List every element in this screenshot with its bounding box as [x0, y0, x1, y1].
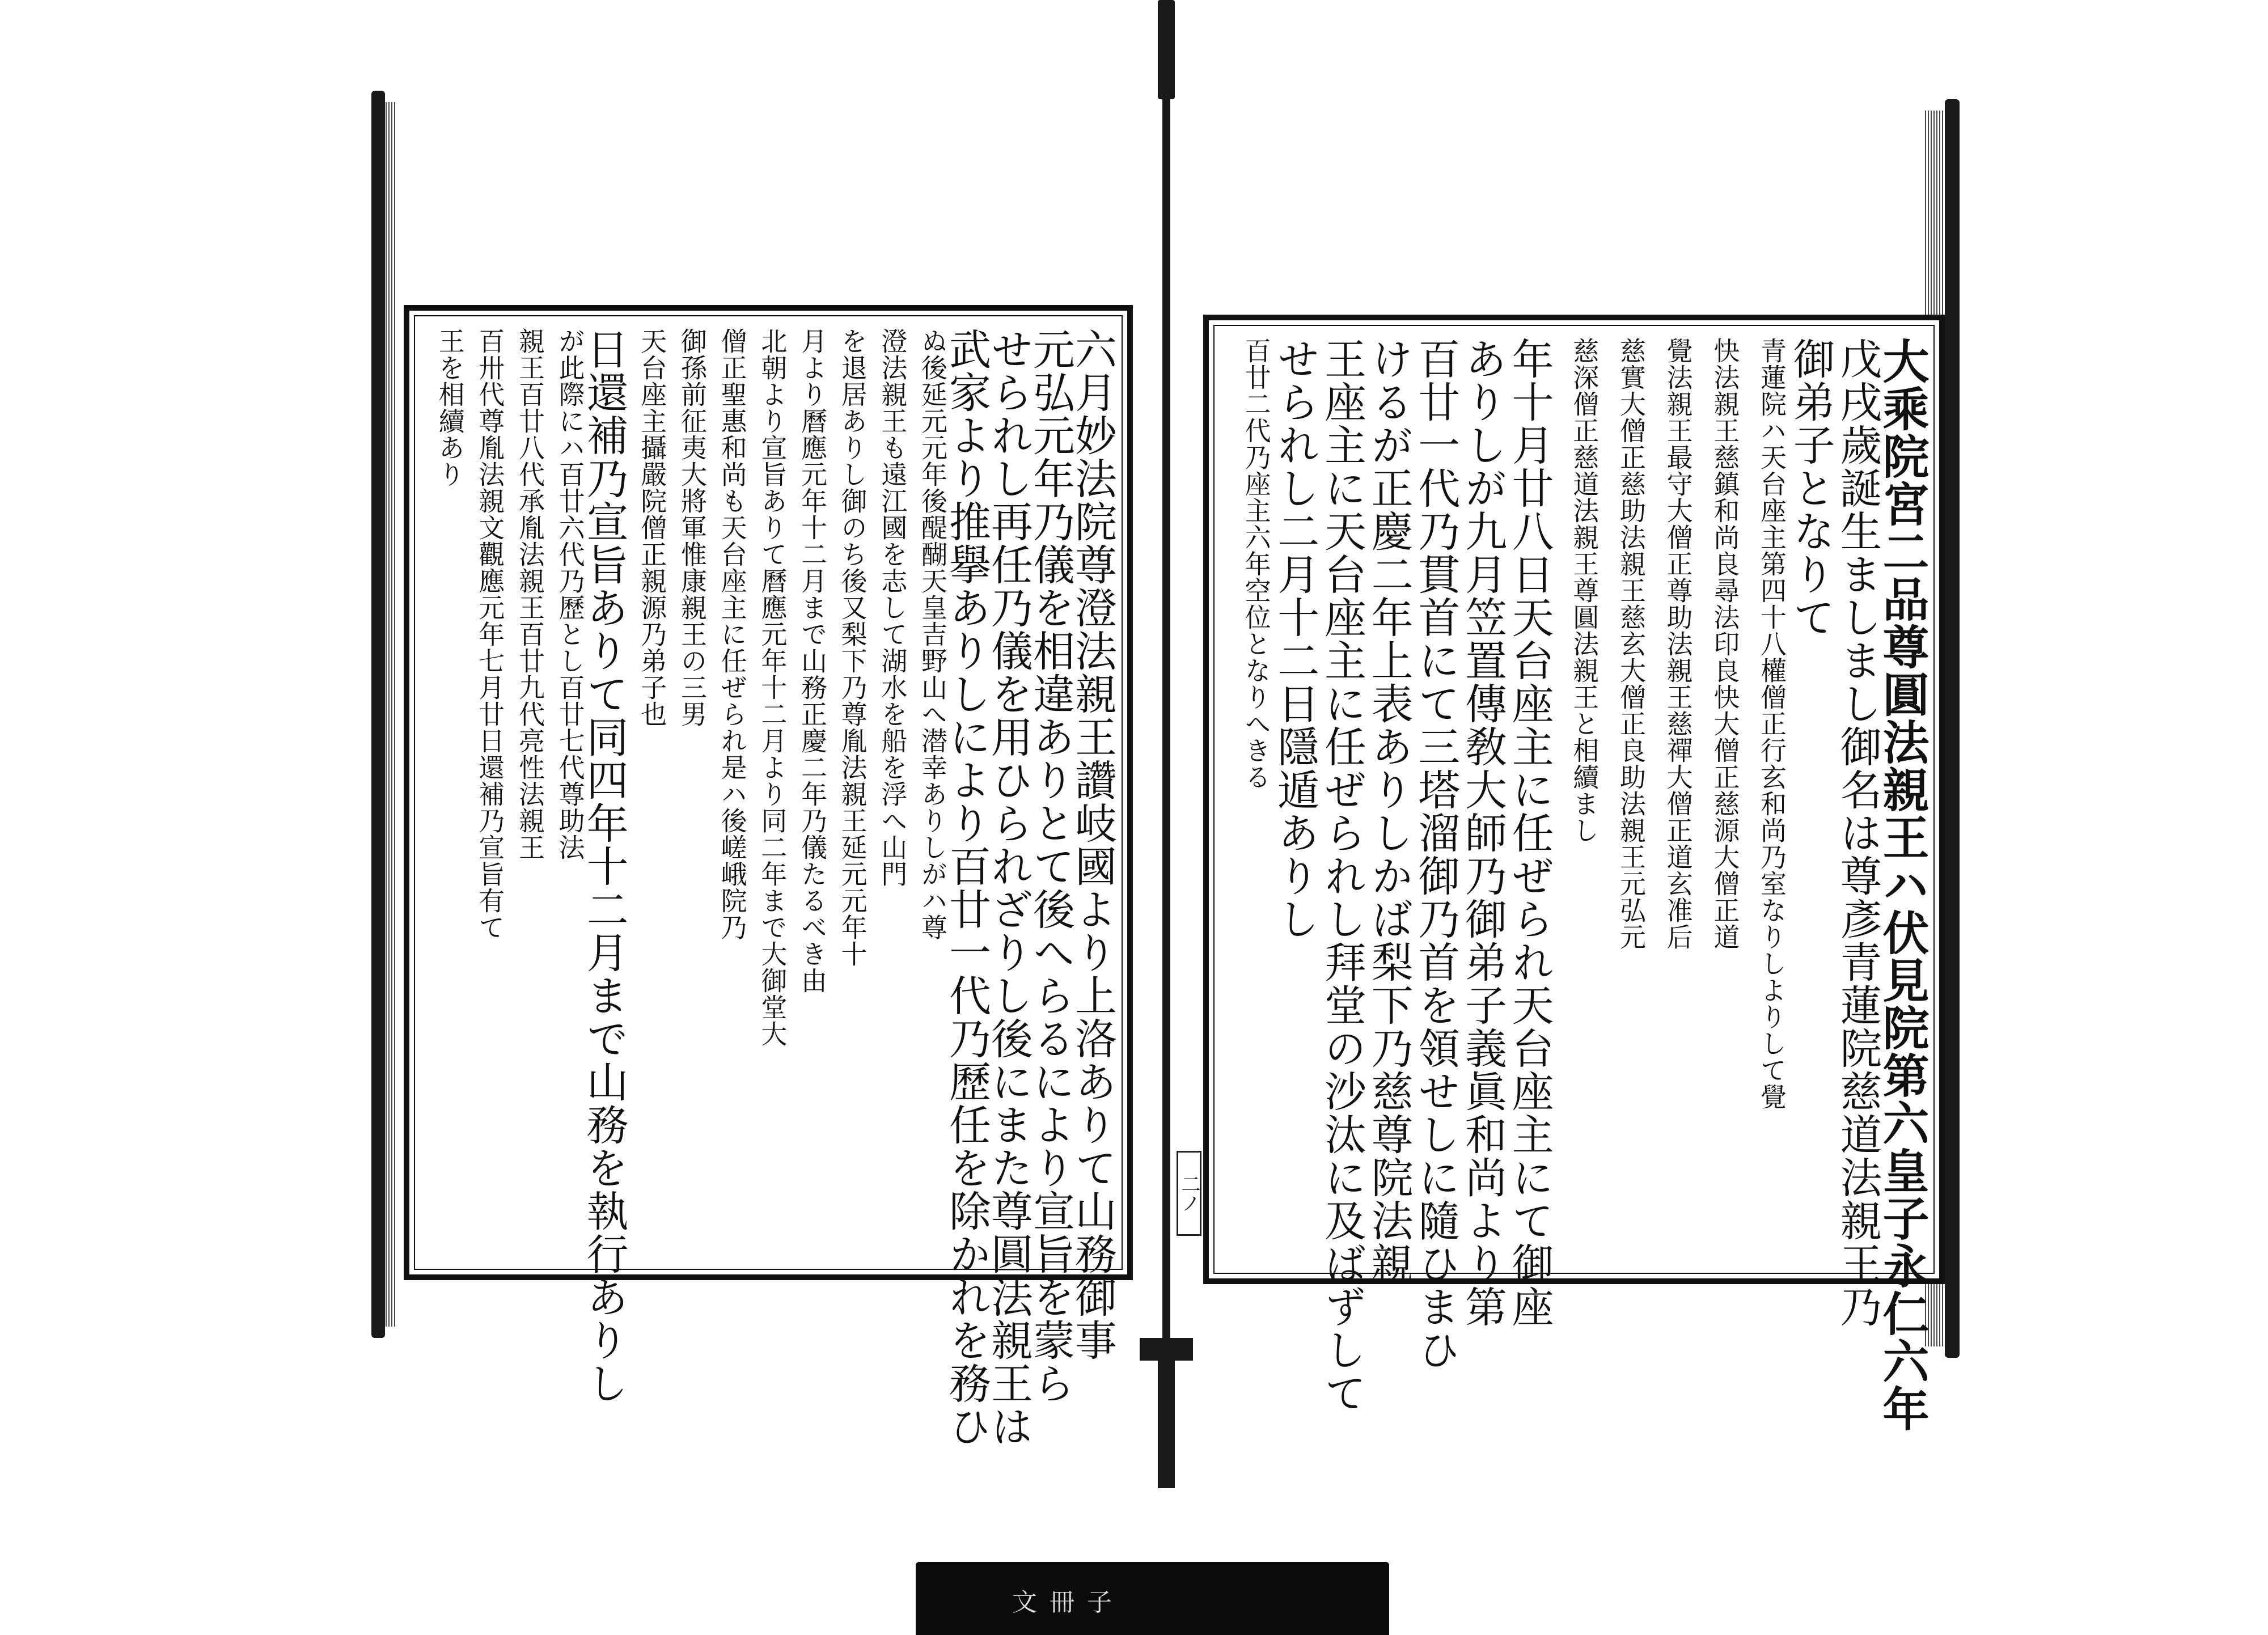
spine-bottom-clip — [1140, 1338, 1193, 1361]
library-stamp — [916, 1562, 1389, 1635]
left-page — [404, 305, 1133, 1448]
book-edge-right — [1945, 99, 1960, 1358]
text-column: 大乘院宮二品尊圓法親王ハ伏見院第六皇子永仁六年 — [1875, 337, 1930, 1433]
text-column: 百卅代尊胤法親文觀應元年七月廿日還補乃宣旨有て — [475, 328, 506, 941]
text-column: 澄法親王も遠江國を志して湖水を船を浮へ山門 — [877, 328, 908, 887]
text-column: 快法親王慈鎮和尚良尋法印良快大僧正慈源大僧正道 — [1710, 337, 1741, 950]
text-column: 慈實大僧正慈助法親王慈玄大僧正良助法親王元弘元 — [1615, 337, 1647, 950]
text-column: を退居ありし御のち後又梨下乃尊胤法親王延元元年十 — [837, 328, 868, 967]
stamp-text: 文 冊 子 — [1012, 1588, 1114, 1617]
text-column: 月より曆應元年十二月まで山務正慶二年乃儀たるべき由 — [797, 328, 828, 994]
text-column: ぬ後延元元年後醍醐天皇吉野山へ潜幸ありしがハ尊 — [917, 328, 948, 941]
text-column: 慈深僧正慈道法親王尊圓法親王と相續まし — [1569, 337, 1600, 844]
spine-mark — [1163, 828, 1170, 845]
text-column: 年十月廿八日天台座主に任ぜられ天台座主にて御座 — [1505, 337, 1554, 1328]
text-column: 戊戌歲誕生ましまし御名は尊彥青蓮院慈道法親王乃 — [1833, 337, 1882, 1328]
text-column: 百廿二代乃座主六年空位となりへきる — [1241, 337, 1272, 790]
text-column: 武家より推擧ありしにより百廿一代乃歷任を除かれを務ひ — [942, 328, 991, 1448]
text-column: 天台座主攝嚴院僧正親源乃弟子也 — [637, 328, 668, 727]
text-column: 日還補乃宣旨ありて同四年十二月まで山務を執行ありし — [579, 328, 629, 1405]
text-column: 僧正聖惠和尚も天台座主に任ぜられ是ハ後嵯峨院乃 — [717, 328, 748, 941]
book-edge-left — [371, 91, 385, 1338]
text-column: 北朝より宣旨ありて曆應元年十二月より同二年まで大御堂大 — [757, 328, 788, 1047]
left-page-text — [423, 328, 1117, 1448]
text-column: 百廿一代乃貫首にて三塔溜御乃首を領せしに隨ひまひ — [1411, 337, 1461, 1371]
right-page — [1203, 315, 1945, 1433]
text-column: 親王百廿八代承胤法親王百廿九代亮性法親王 — [514, 328, 545, 861]
text-column: 覺法親王最守大僧正尊助法親王慈禪大僧正道玄准后 — [1662, 337, 1694, 950]
spine-bottom-stem — [1158, 1358, 1175, 1488]
text-column: 王を相續あり — [434, 328, 466, 488]
text-column: が此際にハ百廿六代乃歷とし百廿七代尊助法 — [555, 328, 586, 861]
text-column: せられし二月十二日隱遁ありし — [1271, 337, 1320, 941]
text-column: 元弘元年乃儀を相違ありとて後へらるにより宣旨を蒙ら — [1026, 328, 1075, 1405]
text-column: 青蓮院ハ天台座主第四十八權僧正行玄和尚乃室なりしよりして覺 — [1756, 337, 1787, 1110]
text-column: 王座主に天台座主に任ぜられし拜堂の沙汰に及ばずして — [1317, 337, 1366, 1414]
text-column: 御弟子となりて — [1786, 337, 1835, 639]
page-stack-left — [386, 102, 396, 1327]
text-column: 六月妙法院尊澄法親王讚岐國より上洛ありて山務御事 — [1068, 328, 1117, 1362]
text-column: 御孫前征夷大將軍惟康親王の三男 — [676, 328, 708, 727]
text-column: けるが正慶二年上表ありしかば梨下乃慈尊院法親 — [1364, 337, 1414, 1285]
text-column: ありしが九月笠置傳敎大師乃御弟子義眞和尚より第 — [1458, 337, 1507, 1328]
text-column: せられし再任乃儀を用ひられざりし後にまた尊圓法親王は — [984, 328, 1033, 1448]
spine-top-clip — [1158, 0, 1175, 99]
right-page-text — [1222, 337, 1930, 1433]
book-spine — [1162, 0, 1170, 1485]
page-number: 二ノ — [1177, 1151, 1201, 1236]
